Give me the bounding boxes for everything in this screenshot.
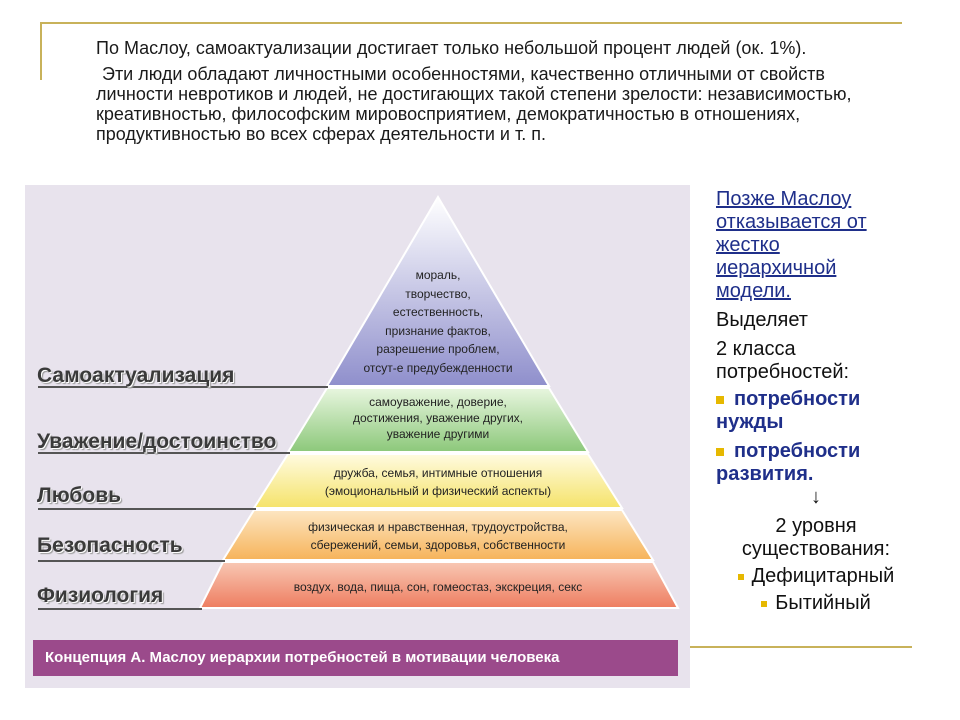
tier-line: воздух, вода, пища, сон, гомеостаз, экскреция, секс xyxy=(293,580,583,594)
tier-text-esteem xyxy=(318,394,558,442)
tier-text-love xyxy=(283,464,593,500)
bullet-need xyxy=(716,388,916,411)
tier-text-physiology xyxy=(233,578,643,596)
level-label-physiology: Физиология xyxy=(37,584,164,607)
tier-text-self-actualization xyxy=(338,266,538,377)
side-line-3: потребностей: xyxy=(716,361,850,383)
tier-line: естественность, xyxy=(392,305,484,319)
side-link-line[interactable]: Позже Маслоу xyxy=(716,188,852,210)
side-link-line[interactable]: отказывается от xyxy=(716,211,867,233)
tier-line: признание фактов, xyxy=(385,323,491,338)
down-arrow-icon: ↓ xyxy=(811,486,821,508)
tier-line: самоуважение, доверие, xyxy=(369,395,507,409)
level-label-love: Любовь xyxy=(37,484,122,507)
side-line-2: 2 класса xyxy=(716,338,796,360)
bullet-growth xyxy=(716,440,916,463)
bullet-square-icon xyxy=(761,601,767,607)
tier-line: разрешение проблем, xyxy=(376,342,500,356)
level-item-deficit-text: Дефицитарный xyxy=(751,565,895,587)
intro-paragraph-2: Эти люди обладают личностными особенностями, качественно отличными от свойств личности невротиков и людей, не достигающих такой степени зрелости: независимостью, креативностью, философским мировосприятием, демократичностью в отношениях, продуктивностью во всех сферах деятельности и т. п. xyxy=(96,64,852,144)
bullet-growth-b: развития. xyxy=(716,463,814,485)
bullet-square-icon xyxy=(738,574,744,580)
bullet-growth-a: потребности xyxy=(734,440,861,462)
diagram-caption: Концепция А. Маслоу иерархии потребностей в мотивации человека xyxy=(33,640,678,676)
side-link-line[interactable]: иерархичной xyxy=(716,257,837,279)
side-notes xyxy=(716,188,916,615)
levels-line-b: существования: xyxy=(741,538,891,560)
tier-text-safety xyxy=(263,518,613,554)
level-item-being xyxy=(716,592,916,615)
side-link-line[interactable]: модели. xyxy=(716,280,791,302)
tier-line: сбережений, семьи, здоровья, собственности xyxy=(310,538,566,552)
tier-line: (эмоциональный и физический аспекты) xyxy=(324,484,552,498)
side-line-1: Выделяет xyxy=(716,309,808,331)
level-item-being-text: Бытийный xyxy=(775,592,871,614)
intro-paragraph-1: По Маслоу, самоактуализации достигает только небольшой процент людей (ок. 1%). xyxy=(96,38,807,58)
tier-line: уважение другими xyxy=(386,427,490,441)
bullet-square-icon xyxy=(716,448,724,456)
level-line-safety xyxy=(38,560,225,562)
level-label-self-actualization: Самоактуализация xyxy=(37,364,235,387)
level-line-physiology xyxy=(38,608,202,610)
level-label-esteem: Уважение/достоинство xyxy=(37,430,277,453)
level-item-deficit xyxy=(716,565,916,588)
levels-line-a: 2 уровня xyxy=(775,515,857,537)
tier-line: отсут-е предубежденности xyxy=(363,360,513,375)
tier-line: дружба, семья, интимные отношения xyxy=(333,466,543,480)
tier-line: мораль, xyxy=(415,268,461,282)
level-label-safety: Безопасность xyxy=(37,534,183,557)
bullet-square-icon xyxy=(716,396,724,404)
tier-line: физическая и нравственная, трудоустройства, xyxy=(308,520,568,534)
tier-line: достижения, уважение других, xyxy=(353,411,523,425)
bullet-need-a: потребности xyxy=(734,388,861,410)
side-link-line[interactable]: жестко xyxy=(716,234,780,256)
level-line-love xyxy=(38,508,256,510)
bullet-need-b: нужды xyxy=(716,411,784,433)
tier-line: творчество, xyxy=(405,286,471,301)
